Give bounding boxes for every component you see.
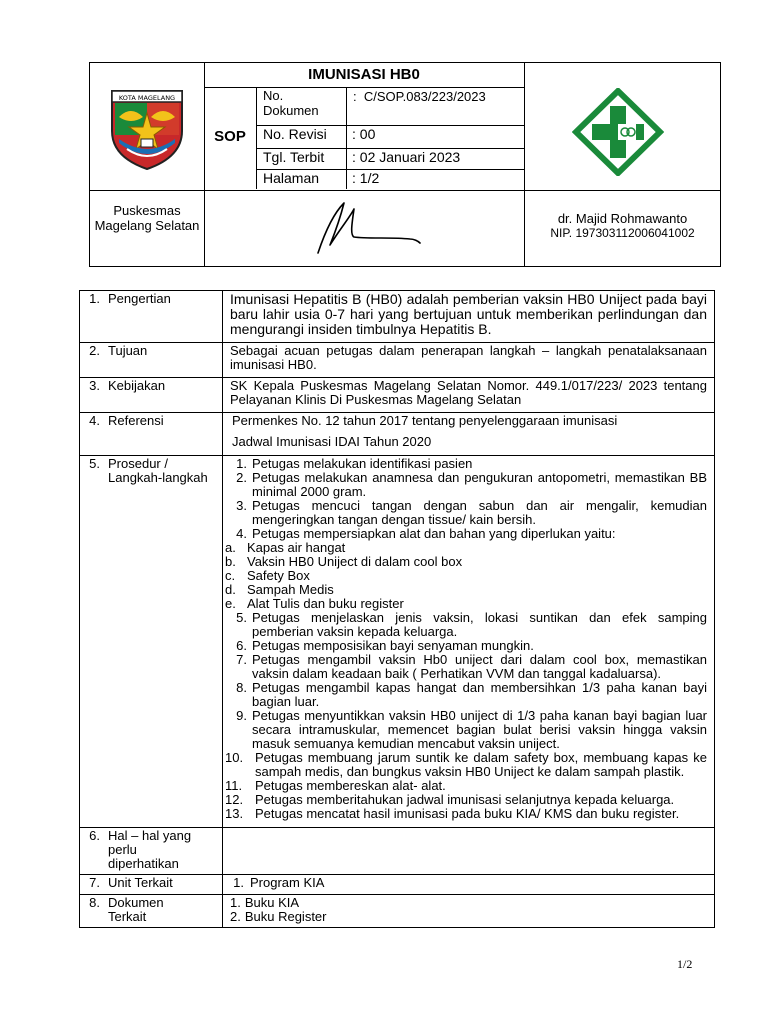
item-text: Program KIA (250, 875, 325, 890)
step-number: d. (225, 582, 236, 597)
org-name: Puskesmas Magelang Selatan (94, 203, 200, 233)
procedure-step (230, 527, 707, 541)
signer-name: dr. Majid Rohmawanto (557, 211, 688, 226)
row-number: 8. (89, 895, 100, 910)
field-value-no-dokumen: : C/SOP.083/223/2023 (353, 89, 486, 104)
item-text: Buku Register (244, 909, 327, 924)
svg-text:KOTA MAGELANG: KOTA MAGELANG (118, 94, 176, 102)
item-number: 1. (233, 875, 244, 890)
step-number: 3. (236, 498, 247, 513)
row-number: 5. (89, 456, 100, 471)
step-text: Kapas air hangat (247, 540, 346, 555)
procedure-step (225, 750, 707, 779)
row-label: Hal – hal yang perlu diperhatikan (108, 828, 192, 871)
step-text: Sampah Medis (247, 582, 334, 597)
step-number: 5. (236, 610, 247, 625)
step-text: Petugas melakukan anamnesa dan pengukuran antopometri, memastikan BB minimal 2000 gram. (252, 470, 707, 499)
row-tujuan (80, 343, 714, 378)
divider (204, 87, 524, 88)
procedure-step (225, 792, 707, 807)
step-number: 6. (236, 638, 247, 653)
step-number: 12. (225, 792, 244, 807)
step-number: 8. (236, 680, 247, 695)
tujuan-text: Sebagai acuan petugas dalam penerapan langkah – langkah penatalaksanaan imunisasi HB0. (230, 343, 707, 372)
divider (90, 190, 721, 191)
procedure-step (230, 709, 707, 751)
signature (310, 195, 430, 257)
divider (256, 87, 257, 189)
pengertian-text: Imunisasi Hepatitis B (HB0) adalah pemberian vaksin HB0 Uniject pada bayi baru lahir usia 0-7 hari yang bertujuan untuk memberikan perlindungan dan mengurangi insiden timbulnya Hepatitis B. (230, 291, 707, 337)
field-label-no-revisi: No. Revisi (263, 126, 327, 142)
row-unit-terkait (80, 875, 714, 895)
procedure-step (230, 681, 707, 709)
reference-item: Jadwal Imunisasi IDAI Tahun 2020 (232, 434, 432, 449)
field-label-halaman: Halaman (263, 170, 320, 186)
list-item (230, 896, 707, 910)
step-number: e. (225, 596, 236, 611)
row-number: 4. (89, 413, 100, 428)
row-kebijakan (80, 378, 714, 413)
step-number: 11. (225, 778, 243, 793)
step-text: Petugas membereskan alat- alat. (255, 778, 446, 793)
divider (204, 63, 205, 266)
row-hal-hal (80, 828, 714, 875)
step-text: Petugas memberitahukan jadwal imunisasi selanjutnya kepada keluarga. (255, 792, 675, 807)
procedure-step (230, 457, 707, 471)
step-text: Petugas menjelaskan jenis vaksin, lokasi suntikan dan efek samping pemberian vaksin kepada keluarga. (252, 610, 707, 639)
row-label: Dokumen Terkait (108, 895, 164, 924)
step-text: Petugas membuang jarum suntik ke dalam safety box, membuang kapas ke sampah medis, dan bungkus vaksin HB0 Uniject ke dalam sampah plastik. (255, 750, 707, 779)
step-text: Safety Box (247, 568, 310, 583)
row-label: Kebijakan (108, 378, 166, 393)
step-number: 4. (236, 526, 247, 541)
divider (346, 87, 347, 189)
row-number: 7. (89, 875, 100, 890)
step-number: 2. (236, 470, 247, 485)
row-pengertian (80, 291, 714, 343)
step-text: Petugas mengambil kapas hangat dan membersihkan 1/3 paha kanan bayi bagian luar. (252, 680, 707, 709)
step-number: 10. (225, 750, 244, 765)
step-number: a. (225, 540, 236, 555)
item-number: 2. (230, 909, 241, 924)
list-item (230, 910, 707, 924)
sop-label: SOP (214, 128, 246, 145)
row-number: 6. (89, 828, 100, 843)
puskesmas-logo (572, 88, 664, 176)
procedure-step (225, 540, 707, 555)
step-number: 9. (236, 708, 247, 723)
step-number: 13. (225, 806, 244, 821)
field-value-no-revisi: : 00 (352, 126, 376, 142)
row-label: Pengertian (108, 291, 171, 306)
step-text: Alat Tulis dan buku register (247, 596, 404, 611)
step-text: Petugas mengambil vaksin Hb0 uniject dari dalam cool box, memastikan vaksin dalam keadaan baik ( Perhatikan VVM dan tanggal kadaluarsa). (252, 652, 707, 681)
row-number: 1. (89, 291, 100, 306)
procedure-step (230, 639, 707, 653)
step-number: c. (225, 568, 236, 583)
step-text: Petugas mencuci tangan dengan sabun dan air mengalir, kemudian mengeringkan tangan dengan tissue/ kain bersih. (252, 498, 707, 527)
procedure-step (225, 596, 707, 611)
step-number: 7. (236, 652, 247, 667)
field-value-halaman: : 1/2 (352, 170, 380, 186)
row-label: Unit Terkait (108, 875, 173, 890)
row-number: 2. (89, 343, 100, 358)
field-value-tgl-terbit: : 02 Januari 2023 (352, 149, 461, 165)
step-number: b. (225, 554, 236, 569)
procedure-step (225, 568, 707, 583)
row-number: 3. (89, 378, 100, 393)
procedure-step (225, 554, 707, 569)
row-label: Referensi (108, 413, 164, 428)
procedure-step (225, 582, 707, 597)
signer-nip: NIP. 197303112006041002 (550, 226, 695, 240)
row-label: Prosedur / Langkah-langkah (108, 456, 208, 485)
step-number: 1. (236, 456, 247, 471)
step-text: Petugas menyuntikkan vaksin HB0 uniject di 1/3 paha kanan bayi bagian luar secara intramuskular, memencet bagian bulat berisi vaksin hingga vaksin masuk semuanya kemudian mencabut vaksin uniject. (252, 708, 707, 751)
procedure-step (230, 471, 707, 499)
sop-content-table (79, 290, 715, 928)
field-label-no-dokumen: No. Dokumen (263, 88, 319, 118)
row-referensi (80, 413, 714, 456)
procedure-step (230, 611, 707, 639)
procedure-step (225, 806, 707, 821)
step-text: Petugas memposisikan bayi senyaman mungkin. (252, 638, 534, 653)
item-number: 1. (230, 895, 241, 910)
hal-text (223, 828, 714, 874)
document-title: IMUNISASI HB0 (308, 66, 420, 83)
page-number: 1/2 (677, 957, 693, 971)
kebijakan-text: SK Kepala Puskesmas Magelang Selatan Nomor. 449.1/017/223/ 2023 tentang Pelayanan Klinis Di Puskesmas Magelang Selatan (230, 378, 707, 407)
step-text: Vaksin HB0 Uniject di dalam cool box (247, 554, 463, 569)
step-text: Petugas mencatat hasil imunisasi pada buku KIA/ KMS dan buku register. (255, 806, 680, 821)
list-item (230, 876, 707, 890)
procedure-step (225, 778, 707, 793)
procedure-step (230, 499, 707, 527)
sop-header-table (89, 62, 721, 267)
kota-magelang-logo (107, 83, 187, 171)
step-text: Petugas melakukan identifikasi pasien (252, 456, 473, 471)
field-label-tgl-terbit: Tgl. Terbit (263, 149, 325, 165)
reference-item: Permenkes No. 12 tahun 2017 tentang penyelenggaraan imunisasi (232, 413, 618, 428)
step-text: Petugas mempersiapkan alat dan bahan yang diperlukan yaitu: (252, 526, 616, 541)
procedure-step (230, 653, 707, 681)
procedure-steps (225, 456, 707, 821)
row-label: Tujuan (108, 343, 148, 358)
row-dokumen-terkait (80, 895, 714, 927)
item-text: Buku KIA (244, 895, 300, 910)
row-prosedur (80, 456, 714, 828)
